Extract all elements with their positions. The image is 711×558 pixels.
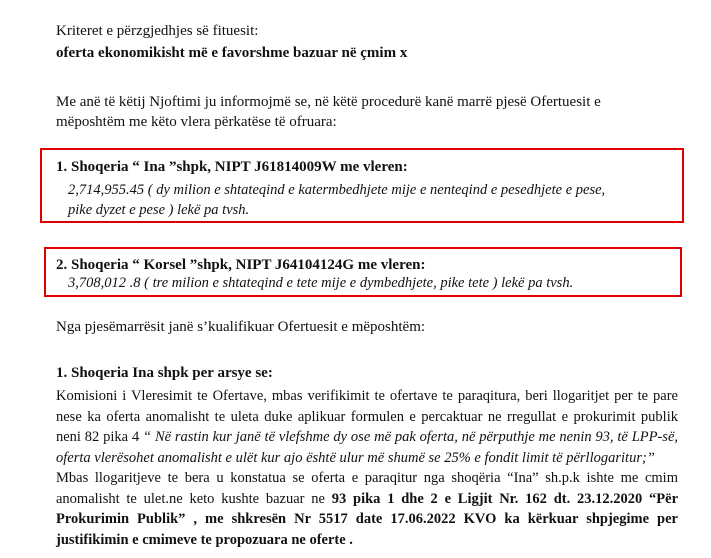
intro-line-1: Me anë të këtij Njoftimi ju informojmë se, në këtë procedurë kanë marrë pjesë Ofertuesit e: [56, 94, 601, 110]
offer-1-title: 1. Shoqeria “ Ina ”shpk, NIPT J61814009W me vleren:: [56, 159, 408, 175]
intro-line-2: mëposhtëm me këto vlera përkatëse të ofruara:: [56, 114, 337, 130]
criteria-heading: Kriteret e përzgjedhjes së fituesit:: [56, 23, 259, 39]
offer-2-line-1: 3,708,012 .8 ( tre milion e shtateqind e tete mije e dymbedhjete, pike tete ) lekë pa tvsh.: [68, 275, 574, 291]
disqualified-quote: “ Në rastin kur janë të vlefshme dy ose më pak oferta, në përputhje me nenin 93, të LPP-së, oferta vlerësohet anomalisht e ulët kur ajo është ulur më shumë se 25% e fondit limit të përllogaritur;”: [56, 429, 679, 466]
offer-1-line-1: 2,714,955.45 ( dy milion e shtateqind e katermbedhjete mije e nenteqind e pesedhjete e pese,: [68, 182, 606, 198]
disqualified-paragraph-2-bold: 93 pika 1 dhe 2 e Ligjit Nr. 162 dt. 23.12.2020 “Për Prokurimin Publik” , me shkresën Nr 5517 date 17.06.2022 KVO ka kërkuar shpjegime per justifikimin e cmimeve te propozuara ne oferte .: [56, 490, 679, 548]
disqualified-paragraph-2: Mbas llogaritjeve te bera u konstatua se oferta e paraqitur nga shoqëria “Ina” sh.p.k ishte me cmim anomalisht te ulet.ne keto kushte bazuar ne: [56, 470, 678, 507]
disqualified-paragraph-1: Komisioni i Vleresimit te Ofertave, mbas verifikimit te ofertave te paraqitura, beri llogaritjet per te pare nese ka oferta anomalisht te uleta duke aplikuar formulen e percaktuar ne rregullat e prokurimit publik neni 82 pika 4: [56, 388, 678, 445]
offer-2-title: 2. Shoqeria “ Korsel ”shpk, NIPT J64104124G me vleren:: [56, 257, 426, 273]
disqualified-title: 1. Shoqeria Ina shpk per arsye se:: [56, 365, 273, 381]
offer-1-line-2: pike dyzet e pese ) lekë pa tvsh.: [68, 202, 250, 218]
disqualified-intro: Nga pjesëmarrësit janë s’kualifikuar Ofertuesit e mëposhtëm:: [56, 319, 426, 335]
criteria-value: oferta ekonomikisht më e favorshme bazuar në çmim x: [56, 45, 408, 61]
disqualified-body: [56, 386, 678, 550]
